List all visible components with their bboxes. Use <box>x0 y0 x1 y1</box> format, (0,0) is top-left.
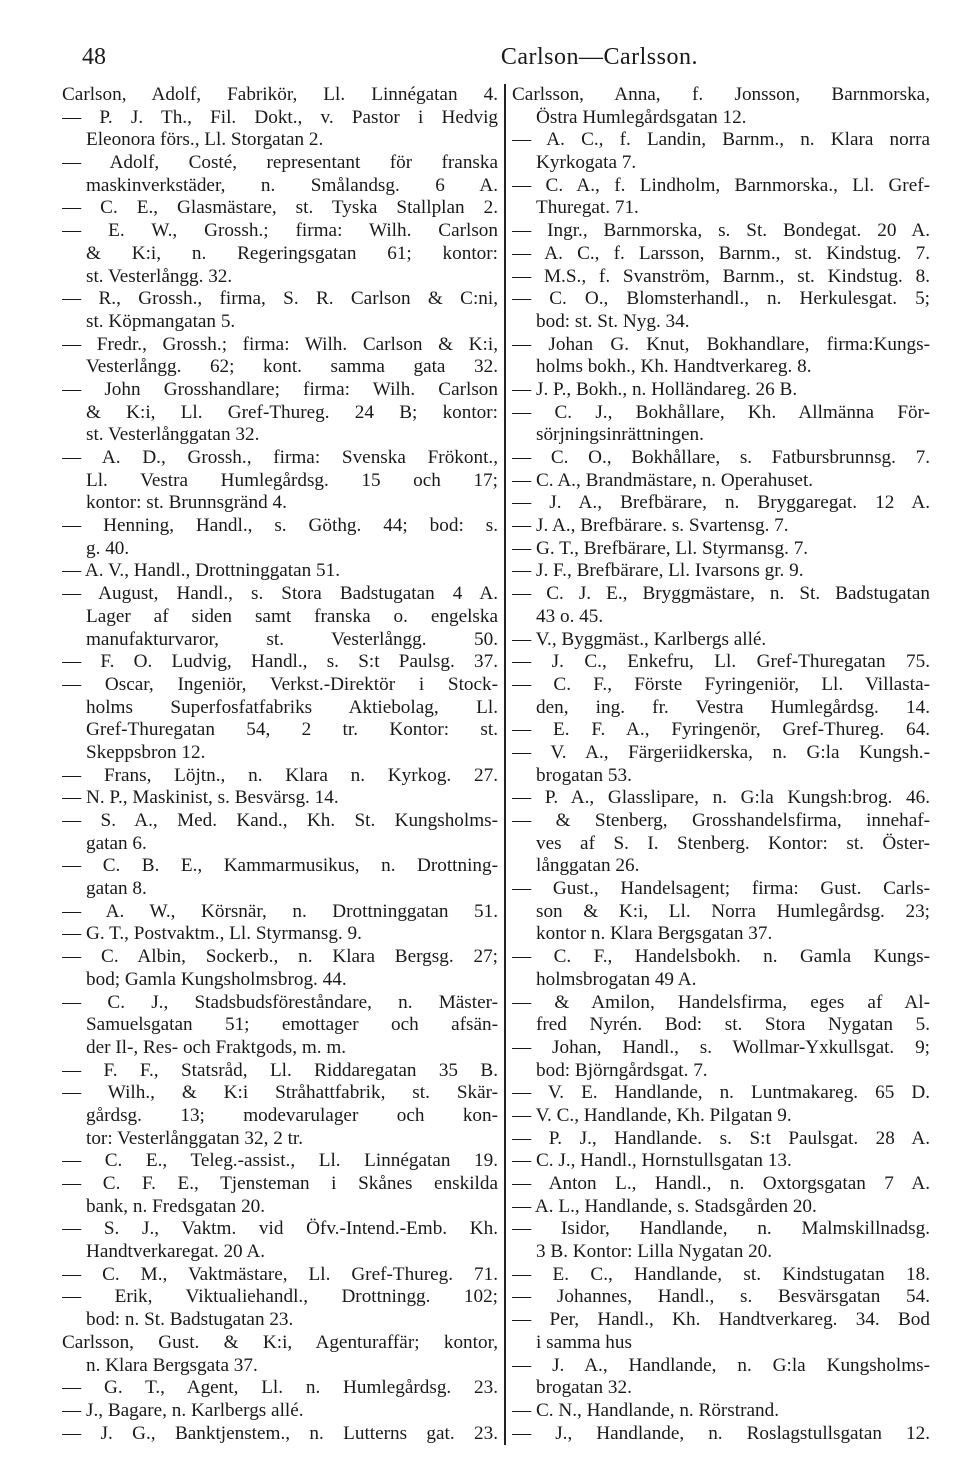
directory-line: manufakturvaror, st. Vesterlångg. 50. <box>86 628 498 650</box>
directory-line: holms bokh., Kh. Handtverkareg. 8. <box>536 356 812 378</box>
directory-line: & K:i, n. Regeringsgatan 61; kontor: <box>86 242 498 264</box>
directory-line: Vesterlångg. 62; kont. samma gata 32. <box>86 356 498 378</box>
directory-line: — E. W., Grossh.; firma: Wilh. Carlson <box>62 220 498 242</box>
directory-line: der Il-, Res- och Fraktgods, m. m. <box>86 1036 347 1058</box>
directory-line: — C. F., Handelsbokh. n. Gamla Kungs- <box>512 946 930 968</box>
directory-line: gatan 8. <box>86 878 147 900</box>
directory-line: Handtverkaregat. 20 A. <box>86 1241 266 1263</box>
left-column <box>62 84 506 1445</box>
directory-line: kontor: st. Brunnsgränd 4. <box>86 492 287 514</box>
directory-line: Thuregat. 71. <box>536 197 639 219</box>
directory-line: — Adolf, Costé, representant för franska <box>62 152 498 174</box>
page-number: 48 <box>82 44 106 70</box>
directory-line: — P. A., Glasslipare, n. G:la Kungsh:brog. 46. <box>512 787 930 809</box>
directory-line: g. 40. <box>86 537 130 559</box>
directory-line: bank, n. Fredsgatan 20. <box>86 1195 266 1217</box>
running-head: Carlson—Carlsson. <box>500 44 698 70</box>
directory-line: brogatan 32. <box>536 1377 632 1399</box>
directory-line: — Anton L., Handl., n. Oxtorgsgatan 7 A. <box>512 1173 930 1194</box>
directory-line: — Isidor, Handlande, n. Malmskillnadsg. <box>512 1218 930 1240</box>
directory-line: Carlson, Adolf, Fabrikör, Ll. Linnégatan 4. <box>62 84 498 105</box>
directory-line: — C. J., Handl., Hornstullsgatan 13. <box>512 1150 792 1172</box>
directory-line: — C. O., Blomsterhandl., n. Herkulesgat. 5; <box>512 288 930 310</box>
directory-line: — G. T., Brefbärare, Ll. Styrmansg. 7. <box>512 537 809 559</box>
directory-line: Carlsson, Gust. & K:i, Agenturaffär; kontor, <box>62 1331 498 1353</box>
directory-line: bod: n. St. Badstugatan 23. <box>86 1309 294 1331</box>
directory-line: — J. P., Bokh., n. Holländareg. 26 B. <box>512 378 798 400</box>
directory-line: Samuelsgatan 51; emottager och afsän- <box>86 1014 498 1036</box>
directory-line: gatan 6. <box>86 832 147 854</box>
directory-line: — A. L., Handlande, s. Stadsgården 20. <box>512 1195 817 1217</box>
directory-line: — C. J., Bokhållare, Kh. Allmänna För- <box>512 401 930 423</box>
directory-line: — & Stenberg, Grosshandelsfirma, innehaf- <box>512 810 930 831</box>
directory-line: & K:i, Ll. Gref-Thureg. 24 B; kontor: <box>86 401 498 423</box>
directory-line: — & Amilon, Handelsfirma, eges af Al- <box>512 991 930 1013</box>
directory-line: — J. C., Enkefru, Ll. Gref-Thuregatan 75. <box>512 651 930 673</box>
directory-line: — Oscar, Ingeniör, Verkst.-Direktör i Stock- <box>62 673 498 695</box>
directory-line: — August, Handl., s. Stora Badstugatan 4 A. <box>62 583 498 605</box>
directory-line: — P. J., Handlande. s. S:t Paulsgat. 28 A. <box>512 1127 930 1149</box>
directory-line: — Frans, Löjtn., n. Klara n. Kyrkog. 27. <box>62 764 498 786</box>
directory-line: st. Köpmangatan 5. <box>86 310 236 332</box>
directory-line: tor: Vesterlånggatan 32, 2 tr. <box>86 1127 304 1149</box>
directory-line: — P. J. Th., Fil. Dokt., v. Pastor i Hedvig <box>62 106 498 128</box>
directory-line: — Johan G. Knut, Bokhandlare, firma:Kungs- <box>512 333 930 355</box>
directory-line: — M.S., f. Svanström, Barnm., st. Kindstug. 8. <box>512 265 930 287</box>
directory-line: den, ing. fr. Vestra Humlegårdsg. 14. <box>536 696 930 718</box>
directory-line: — A. C., f. Landin, Barnm., n. Klara norra <box>512 129 930 151</box>
columns <box>62 84 930 1445</box>
directory-line: st. Vesterlånggatan 32. <box>86 424 260 446</box>
directory-line: — V. A., Färgeriidkerska, n. G:la Kungsh.- <box>512 741 930 763</box>
directory-line: fred Nyrén. Bod: st. Stora Nygatan 5. <box>536 1014 930 1036</box>
directory-line: — John Grosshandlare; firma: Wilh. Carlson <box>62 378 498 400</box>
directory-line: — C. E., Glasmästare, st. Tyska Stallplan 2. <box>62 197 498 219</box>
directory-line: sörjningsinrättningen. <box>536 424 704 446</box>
directory-line: — C. N., Handlande, n. Rörstrand. <box>512 1399 779 1421</box>
directory-line: Lager af siden samt franska o. engelska <box>86 605 498 627</box>
directory-line: — J., Bagare, n. Karlbergs allé. <box>62 1399 304 1421</box>
directory-line: — J. A., Handlande, n. G:la Kungsholms- <box>512 1354 930 1376</box>
directory-line: i samma hus <box>536 1331 632 1353</box>
directory-line: — Gust., Handelsagent; firma: Gust. Carls- <box>512 878 930 900</box>
directory-line: — C. F., Förste Fyringeniör, Ll. Villasta- <box>512 673 930 695</box>
directory-line: Gref-Thuregatan 54, 2 tr. Kontor: st. <box>86 719 498 741</box>
directory-line: — C. O., Bokhållare, s. Fatbursbrunnsg. 7. <box>512 447 930 468</box>
directory-line: — J. F., Brefbärare, Ll. Ivarsons gr. 9. <box>512 560 804 582</box>
directory-line: — C. A., Brandmästare, n. Operahuset. <box>512 469 814 491</box>
directory-line: — C. F. E., Tjensteman i Skånes enskilda <box>62 1173 498 1194</box>
directory-line: 43 o. 45. <box>536 605 604 627</box>
directory-line: — A. W., Körsnär, n. Drottninggatan 51. <box>62 900 498 922</box>
right-column <box>506 84 930 1445</box>
page-header <box>62 44 930 78</box>
directory-line: son & K:i, Ll. Norra Humlegårdsg. 23; <box>536 900 930 922</box>
directory-line: — Erik, Viktualiehandl., Drottningg. 102; <box>62 1286 498 1308</box>
directory-line: maskinverkstäder, n. Smålandsg. 6 A. <box>86 174 498 196</box>
directory-line: — F. O. Ludvig, Handl., s. S:t Paulsg. 37. <box>62 651 498 673</box>
directory-line: — A. D., Grossh., firma: Svenska Frökont., <box>62 447 498 468</box>
directory-line: ves af S. I. Stenberg. Kontor: st. Öster- <box>536 832 930 854</box>
directory-line: brogatan 53. <box>536 764 632 786</box>
directory-line: — C. Albin, Sockerb., n. Klara Bergsg. 27; <box>62 946 498 968</box>
directory-line: Östra Humlegårdsgatan 12. <box>536 106 747 128</box>
directory-line: — J. G., Banktjenstem., n. Lutterns gat. 23. <box>62 1422 498 1444</box>
directory-line: Ll. Vestra Humlegårdsg. 15 och 17; <box>86 469 498 491</box>
directory-line: — Wilh., & K:i Stråhattfabrik, st. Skär- <box>62 1082 498 1104</box>
directory-line: — E. C., Handlande, st. Kindstugatan 18. <box>512 1263 930 1285</box>
directory-line: Kyrkogata 7. <box>536 152 637 174</box>
directory-line: — C. E., Teleg.-assist., Ll. Linnégatan 19. <box>62 1150 498 1172</box>
directory-line: kontor n. Klara Bergsgatan 37. <box>536 923 773 945</box>
directory-line: — G. T., Postvaktm., Ll. Styrmansg. 9. <box>62 923 362 945</box>
directory-line: — V. C., Handlande, Kh. Pilgatan 9. <box>512 1104 792 1126</box>
directory-line: — J. A., Brefbärare, n. Bryggaregat. 12 A. <box>512 492 930 514</box>
directory-line: — C. J. E., Bryggmästare, n. St. Badstugatan <box>512 583 930 605</box>
directory-line: — C. M., Vaktmästare, Ll. Gref-Thureg. 71. <box>62 1263 498 1285</box>
directory-line: — Henning, Handl., s. Göthg. 44; bod: s. <box>62 515 498 537</box>
directory-line: bod; Gamla Kungsholmsbrog. 44. <box>86 968 347 990</box>
directory-line: — J., Handlande, n. Roslagstullsgatan 12. <box>512 1422 930 1444</box>
directory-line: — Ingr., Barnmorska, s. St. Bondegat. 20 A. <box>512 220 930 242</box>
directory-line: — A. V., Handl., Drottninggatan 51. <box>62 560 341 582</box>
directory-line: — A. C., f. Larsson, Barnm., st. Kindstug. 7. <box>512 242 930 264</box>
directory-line: — Fredr., Grossh.; firma: Wilh. Carlson & K:i, <box>62 333 498 355</box>
directory-line: st. Vesterlångg. 32. <box>86 265 233 287</box>
directory-line: — E. F. A., Fyringenör, Gref-Thureg. 64. <box>512 719 930 741</box>
directory-line: långgatan 26. <box>536 855 640 877</box>
directory-line: — C. J., Stadsbudsföreståndare, n. Mäster- <box>62 991 498 1013</box>
directory-line: — N. P., Maskinist, s. Besvärsg. 14. <box>62 787 339 809</box>
directory-line: holms Superfosfatfabriks Aktiebolag, Ll. <box>86 696 498 718</box>
directory-line: — R., Grossh., firma, S. R. Carlson & C:ni, <box>62 288 498 310</box>
directory-line: Carlsson, Anna, f. Jonsson, Barnmorska, <box>512 84 930 105</box>
directory-line: — Per, Handl., Kh. Handtverkareg. 34. Bod <box>512 1309 930 1331</box>
directory-line: bod: Björngårdsgat. 7. <box>536 1059 708 1081</box>
directory-line: Skeppsbron 12. <box>86 741 206 763</box>
directory-line: — G. T., Agent, Ll. n. Humlegårdsg. 23. <box>62 1377 498 1399</box>
directory-line: Eleonora förs., Ll. Storgatan 2. <box>86 129 324 151</box>
directory-line: — V. E. Handlande, n. Luntmakareg. 65 D. <box>512 1082 930 1104</box>
directory-line: 3 B. Kontor: Lilla Nygatan 20. <box>536 1241 773 1263</box>
directory-line: — V., Byggmäst., Karlbergs allé. <box>512 628 767 650</box>
directory-line: — Johan, Handl., s. Wollmar-Yxkullsgat. 9; <box>512 1036 930 1058</box>
directory-line: n. Klara Bergsgata 37. <box>86 1354 258 1376</box>
directory-line: — C. B. E., Kammarmusikus, n. Drottning- <box>62 855 498 877</box>
directory-line: holmsbrogatan 49 A. <box>536 968 697 990</box>
directory-line: — C. A., f. Lindholm, Barnmorska., Ll. Gref- <box>512 174 930 196</box>
directory-line: gårdsg. 13; modevarulager och kon- <box>86 1104 498 1126</box>
directory-line: — Johannes, Handl., s. Besvärsgatan 54. <box>512 1286 930 1308</box>
directory-line: — F. F., Statsråd, Ll. Riddaregatan 35 B. <box>62 1059 498 1081</box>
directory-line: bod: st. St. Nyg. 34. <box>536 310 690 332</box>
directory-line: — S. J., Vaktm. vid Öfv.-Intend.-Emb. Kh. <box>62 1218 498 1240</box>
directory-line: — J. A., Brefbärare. s. Svartensg. 7. <box>512 515 789 537</box>
directory-line: — S. A., Med. Kand., Kh. St. Kungsholms- <box>62 810 498 831</box>
